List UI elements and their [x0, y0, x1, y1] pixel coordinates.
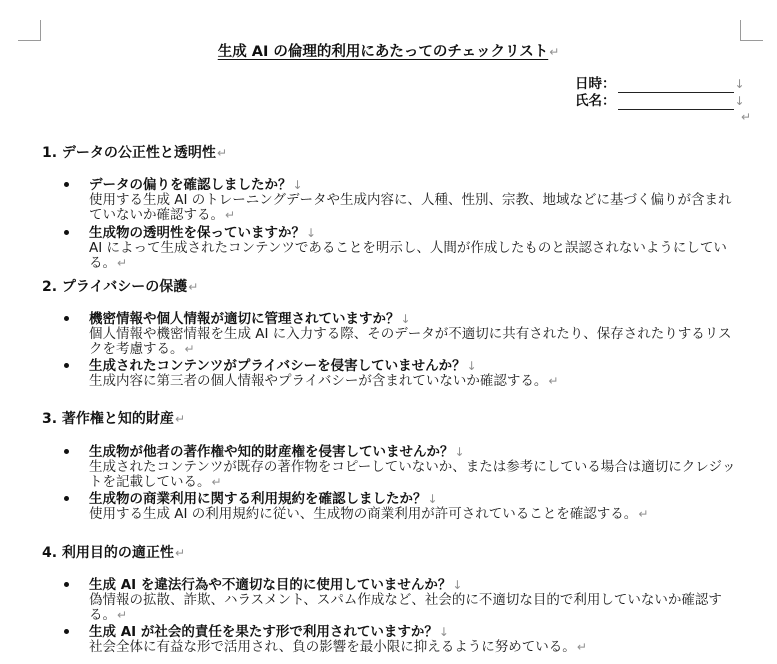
checklist-question: 生成物が他者の著作権や知的財産権を侵害していませんか？ — [89, 444, 454, 460]
paragraph-mark: ↵ — [184, 342, 195, 356]
checklist-detail: 生成されたコンテンツが既存の著作物をコピーしていないか、または参考にしている場合は適切にクレジットを記載している。 — [89, 459, 736, 490]
line-break-mark: ↓ — [734, 94, 745, 108]
bullet-icon — [64, 230, 69, 235]
list-item — [64, 226, 744, 271]
section-heading: 4. 利用目的の適正性↵ — [42, 545, 185, 561]
list-item — [64, 445, 744, 490]
name-row — [575, 93, 745, 110]
checklist-detail: AI によって生成されたコンテンツであることを明示し、人間が作成したものと誤認されないようにしている。 — [89, 240, 727, 271]
paragraph-mark: ↵ — [211, 475, 222, 489]
paragraph-mark: ↵ — [225, 208, 236, 222]
paragraph-mark: ↵ — [174, 546, 185, 560]
paragraph-mark: ↵ — [549, 45, 560, 59]
checklist-detail: 社会全体に有益な形で活用され、負の影響を最小限に抑えるように努めている。 — [89, 639, 576, 655]
line-break-mark: ↓ — [292, 178, 303, 192]
document-title: 生成 AI の倫理的利用にあたってのチェックリスト — [217, 44, 549, 60]
paragraph-mark: ↵ — [638, 507, 649, 521]
list-item — [64, 492, 744, 522]
crop-mark-top-left — [18, 20, 41, 41]
line-break-mark: ↓ — [734, 77, 745, 91]
date-row — [575, 76, 745, 93]
bullet-icon — [64, 496, 69, 501]
checklist-question: 生成物の商業利用に関する利用規約を確認しましたか？ — [89, 491, 427, 507]
line-break-mark: ↓ — [427, 492, 438, 506]
section-heading: 2. プライバシーの保護↵ — [42, 279, 199, 295]
line-break-mark: ↓ — [438, 625, 449, 639]
checklist-question: 生成 AI を違法行為や不適切な目的に使用していませんか？ — [89, 577, 452, 593]
section-heading: 1. データの公正性と透明性↵ — [42, 145, 227, 161]
paragraph-mark: ↵ — [117, 256, 128, 270]
date-label: 日時： — [575, 76, 616, 92]
list-item — [64, 359, 744, 389]
paragraph-mark: ↵ — [741, 110, 752, 124]
paragraph-mark: ↵ — [188, 280, 199, 294]
bullet-icon — [64, 629, 69, 634]
paragraph-mark: ↵ — [174, 412, 185, 426]
checklist-detail: 個人情報や機密情報を生成 AI に入力する際、そのデータが不適切に共有されたり、保存されたりするリスクを考慮する。 — [89, 326, 732, 357]
list-item — [64, 178, 744, 223]
name-field-line[interactable] — [618, 95, 734, 110]
line-break-mark: ↓ — [466, 359, 477, 373]
checklist-question: 生成物の透明性を保っていますか？ — [89, 225, 305, 241]
list-item — [64, 578, 744, 623]
date-field-line[interactable] — [618, 78, 734, 93]
name-label: 氏名： — [575, 93, 616, 109]
line-break-mark: ↓ — [400, 312, 411, 326]
list-item — [64, 312, 744, 357]
checklist-question: データの偏りを確認しましたか？ — [89, 177, 292, 193]
paragraph-mark: ↵ — [548, 374, 559, 388]
bullet-icon — [64, 363, 69, 368]
checklist-detail: 生成内容に第三者の個人情報やプライバシーが含まれていないか確認する。 — [89, 373, 548, 389]
bullet-icon — [64, 182, 69, 187]
paragraph-mark: ↵ — [576, 640, 587, 654]
checklist-detail: 使用する生成 AI の利用規約に従い、生成物の商業利用が許可されていることを確認する。 — [89, 506, 638, 522]
line-break-mark: ↓ — [306, 226, 317, 240]
paragraph-mark: ↵ — [216, 146, 227, 160]
bullet-icon — [64, 449, 69, 454]
meta-fields — [575, 76, 745, 110]
bullet-icon — [64, 582, 69, 587]
checklist-question: 生成 AI が社会的責任を果たす形で利用されていますか？ — [89, 624, 438, 640]
bullet-icon — [64, 316, 69, 321]
line-break-mark: ↓ — [452, 578, 463, 592]
document-title-block — [0, 40, 777, 61]
list-item — [64, 625, 744, 655]
paragraph-mark: ↵ — [117, 608, 128, 622]
checklist-detail: 使用する生成 AI のトレーニングデータや生成内容に、人種、性別、宗教、地域などに基づく偏りが含まれていないか確認する。 — [89, 192, 732, 223]
line-break-mark: ↓ — [454, 445, 465, 459]
checklist-question: 機密情報や個人情報が適切に管理されていますか？ — [89, 311, 400, 327]
section-heading: 3. 著作権と知的財産↵ — [42, 411, 185, 427]
checklist-detail: 偽情報の拡散、詐欺、ハラスメント、スパム作成など、社会的に不適切な目的で利用していないか確認する。 — [89, 592, 722, 623]
crop-mark-top-right — [740, 20, 763, 41]
checklist-question: 生成されたコンテンツがプライバシーを侵害していませんか？ — [89, 358, 466, 374]
